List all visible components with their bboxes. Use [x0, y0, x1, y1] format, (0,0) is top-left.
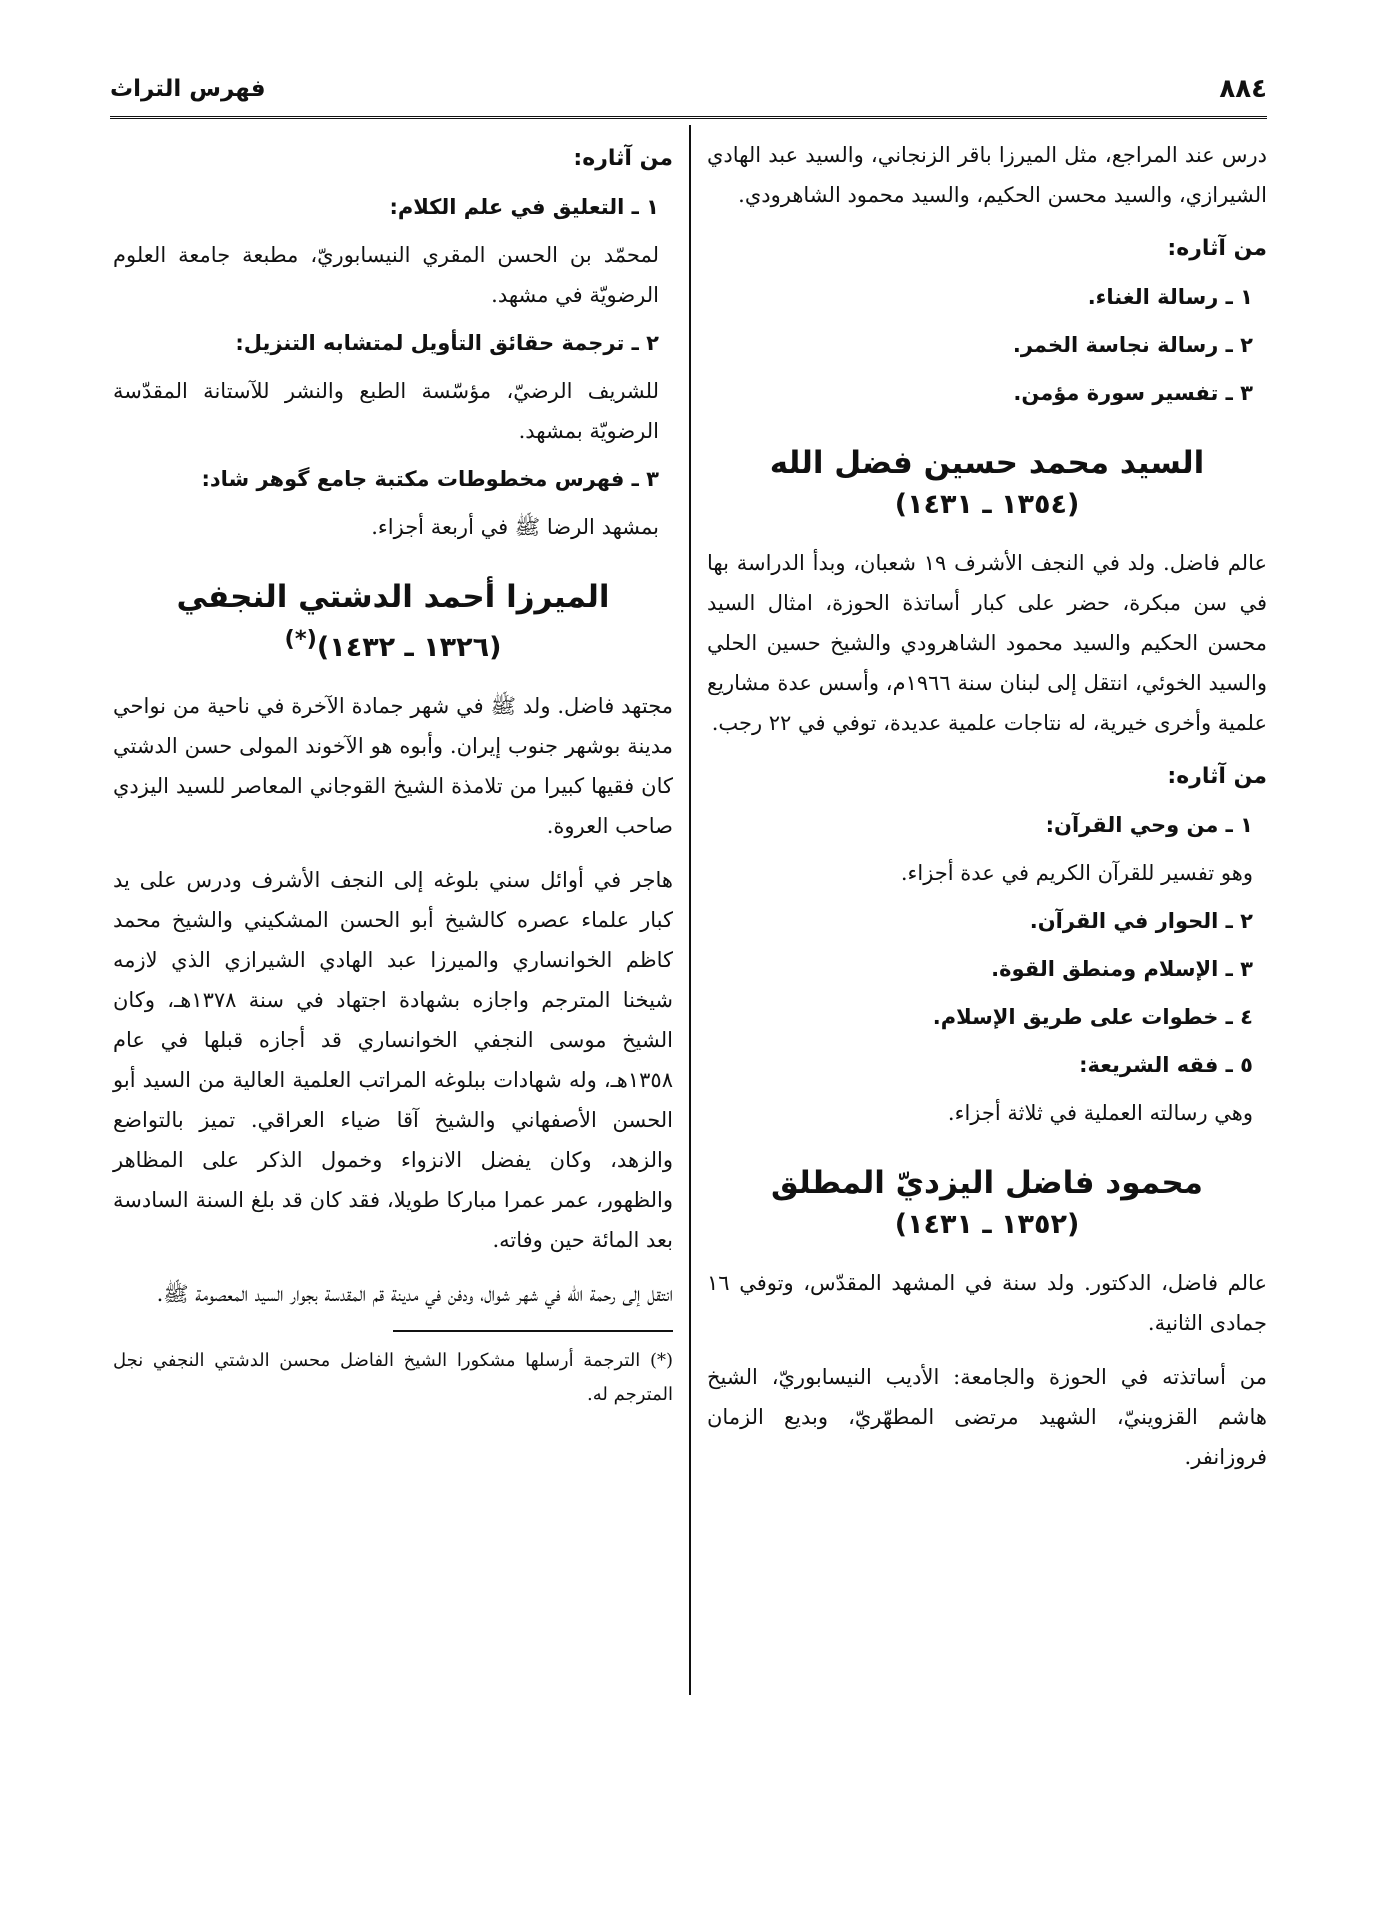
biography-dates: (١٣٥٢ ـ ١٤٣١)	[894, 1209, 1080, 1240]
biography-title: السيد محمد حسين فضل الله	[769, 445, 1205, 481]
biography-dates: (١٣٢٦ ـ ١٤٣٢)	[316, 632, 502, 663]
right-column	[707, 135, 1267, 1491]
footnote-rule	[393, 1330, 673, 1332]
work-note: وهي رسالته العملية في ثلاثة أجزاء.	[947, 1101, 1253, 1125]
footnote-marker: (*)	[284, 626, 317, 652]
work-item: ٢ ـ ترجمة حقائق التأويل لمتشابه التنزيل:	[235, 331, 659, 355]
footnote: (*) الترجمة أرسلها مشكورا الشيخ الفاضل محسن الدشتي النجفي نجل المترجم له.	[113, 1350, 673, 1405]
work-note: بمشهد الرضا ﷺ في أربعة أجزاء.	[371, 515, 659, 539]
biography-paragraph: عالم فاضل. ولد في النجف الأشرف ١٩ شعبان، وبدأ الدراسة بها في سن مبكرة، حضر على كبار أساتذة الحوزة، امثال السيد محسن الحكيم والسيد محمود الشاهرودي والشيخ حسين الحلي والسيد الخوئي، انتقل إلى لبنان سنة ١٩٦٦م، وأسس عدة مشاريع علمية وأخرى خيرية، له نتاجات علمية عديدة، توفي في ٢٢ رجب.	[707, 551, 1267, 735]
work-item: ٣ ـ فهرس مخطوطات مكتبة جامع گوهر شاد:	[201, 467, 659, 491]
biography-dates: (١٣٥٤ ـ ١٤٣١)	[894, 489, 1080, 520]
works-label: من آثاره:	[573, 146, 673, 171]
biography-title: الميرزا أحمد الدشتي النجفي	[176, 579, 610, 615]
work-item: ١ ـ من وحي القرآن:	[1045, 813, 1253, 837]
work-note: لمحمّد بن الحسن المقري النيسابوريّ، مطبعة جامعة العلوم الرضويّة في مشهد.	[113, 243, 659, 307]
biography-paragraph: انتقل إلى رحمة الله في شهر شوال، ودفن في مدينة قم المقدسة بجوار السيد المعصومة ﷺ.	[156, 1282, 673, 1306]
work-item: ٣ ـ تفسير سورة مؤمن.	[1013, 381, 1253, 405]
work-item: ٣ ـ الإسلام ومنطق القوة.	[991, 957, 1253, 981]
biography-paragraph: هاجر في أوائل سني بلوغه إلى النجف الأشرف ودرس على يد كبار علماء عصره كالشيخ أبو الحسن المشكيني والشيخ محمد كاظم الخوانساري والميرزا عبد الهادي الشيرازي الذي لازمه شيخنا المترجم واجازه بشهادة اجتهاد في سنة ١٣٧٨هـ، وكان الشيخ موسى النجفي الخوانساري قد أجازه قبلها في عام ١٣٥٨هـ، وله شهادات ببلوغه المراتب العلمية العالية من السيد أبو الحسن الأصفهاني والشيخ آقا ضياء العراقي. تميز بالتواضع والزهد، وكان يفضل الانزواء وخمول الذكر على المظاهر والظهور، عمر عمرا مباركا طويلا، فقد كان قد بلغ السنة السادسة بعد المائة حين وفاته.	[113, 868, 674, 1252]
work-item: ٢ ـ الحوار في القرآن.	[1029, 909, 1253, 933]
running-title: فهرس التراث	[110, 76, 266, 102]
intro-paragraph: درس عند المراجع، مثل الميرزا باقر الزنجاني، والسيد عبد الهادي الشيرازي، والسيد محسن الحكيم، والسيد محمود الشاهرودي.	[707, 143, 1267, 207]
page-header	[110, 70, 1267, 119]
works-label: من آثاره:	[1167, 764, 1267, 789]
page-number: ٨٨٤	[1219, 74, 1267, 104]
work-item: ٤ ـ خطوات على طريق الإسلام.	[932, 1005, 1253, 1029]
biography-dates-line	[113, 619, 673, 668]
work-note: وهو تفسير للقرآن الكريم في عدة أجزاء.	[900, 861, 1253, 885]
works-label: من آثاره:	[1167, 236, 1267, 261]
column-divider	[689, 125, 691, 1695]
biography-title: محمود فاضل اليزديّ المطلق	[771, 1165, 1203, 1201]
work-note: للشريف الرضيّ، مؤسّسة الطبع والنشر للآستانة المقدّسة الرضويّة بمشهد.	[113, 379, 659, 443]
left-column	[113, 135, 673, 1412]
work-item: ١ ـ التعليق في علم الكلام:	[389, 195, 659, 219]
work-item: ٢ ـ رسالة نجاسة الخمر.	[1012, 333, 1253, 357]
biography-paragraph: مجتهد فاضل. ولد ﷺ في شهر جمادة الآخرة في ناحية من نواحي مدينة بوشهر جنوب إيران. وأبوه هو الآخوند المولى حسن الدشتي كان فقيها كبيرا من تلامذة الشيخ القوجاني المعاصر للسيد اليزدي صاحب العروة.	[113, 694, 673, 838]
work-item: ١ ـ رسالة الغناء.	[1087, 285, 1253, 309]
biography-paragraph: من أساتذته في الحوزة والجامعة: الأديب النيسابوريّ، الشيخ هاشم القزوينيّ، الشهيد مرتضى المطهّريّ، وبديع الزمان فروزانفر.	[707, 1365, 1267, 1469]
biography-paragraph: عالم فاضل، الدكتور. ولد سنة في المشهد المقدّس، وتوفي ١٦ جمادى الثانية.	[707, 1271, 1267, 1335]
work-item: ٥ ـ فقه الشريعة:	[1079, 1053, 1253, 1077]
